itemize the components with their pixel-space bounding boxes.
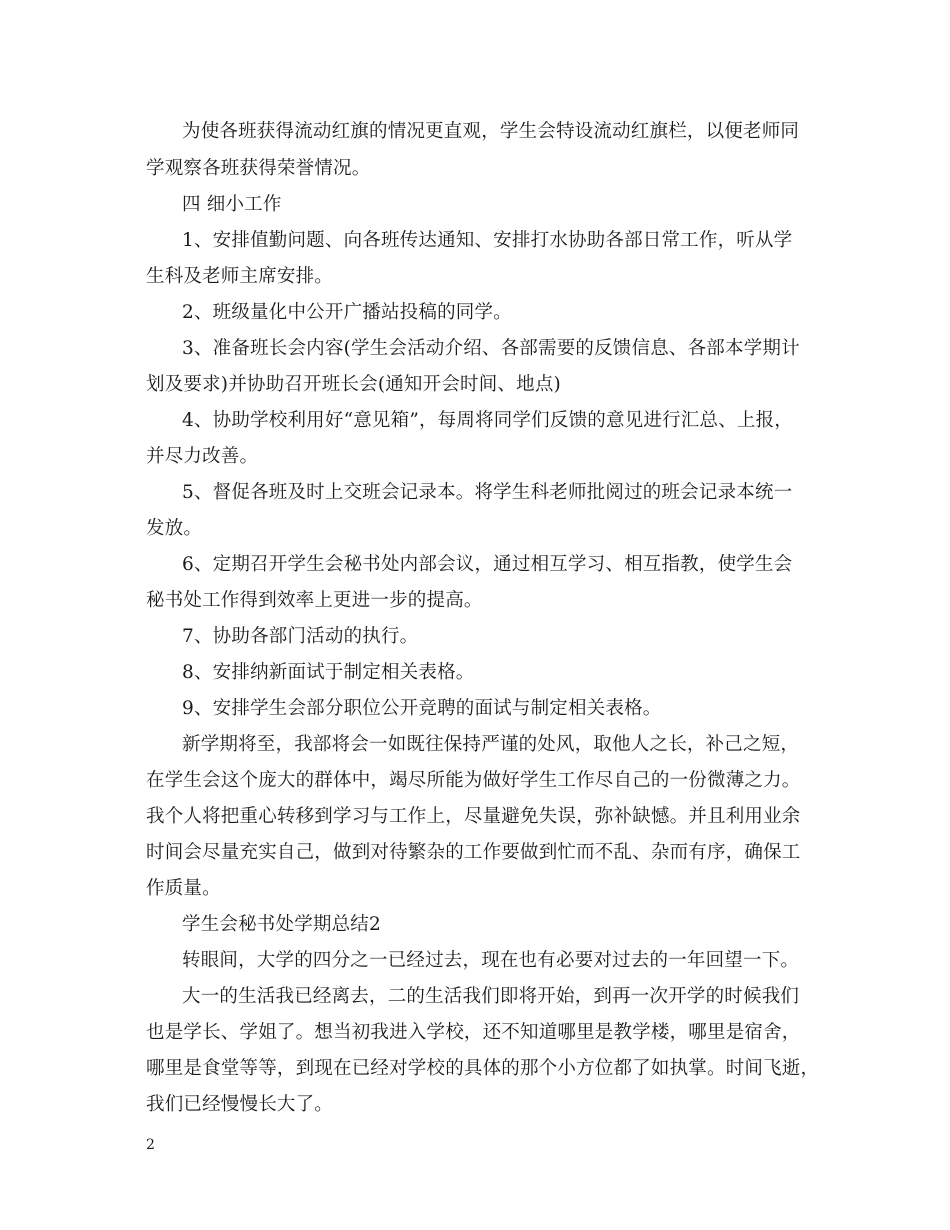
paragraph-line: 1、安排值勤问题、向各班传达通知、安排打水协助各部日常工作，听从学 xyxy=(182,230,793,251)
paragraph-line: 我个人将把重心转移到学习与工作上，尽量避免失误，弥补缺憾。并且利用业余 xyxy=(146,806,801,827)
paragraph-line: 哪里是食堂等等，到现在已经对学校的具体的那个小方位都了如执掌。时间飞逝， xyxy=(146,1058,820,1079)
paragraph-line: 在学生会这个庞大的群体中，竭尽所能为做好学生工作尽自己的一份微薄之力。 xyxy=(146,770,801,791)
paragraph-line: 生科及老师主席安排。 xyxy=(146,266,334,287)
paragraph-line: 新学期将至，我部将会一如既往保持严谨的处风，取他人之长，补己之短， xyxy=(182,734,800,755)
paragraph-line: 学观察各班获得荣誉情况。 xyxy=(146,158,371,179)
paragraph-line: 也是学长、学姐了。想当初我进入学校，还不知道哪里是教学楼，哪里是宿舍， xyxy=(146,1022,801,1043)
section-heading: 四 细小工作 xyxy=(182,194,282,215)
paragraph-line: 9、安排学生会部分职位公开竞聘的面试与制定相关表格。 xyxy=(182,698,662,719)
paragraph-line: 我们已经慢慢长大了。 xyxy=(146,1094,334,1115)
paragraph-line: 秘书处工作得到效率上更进一步的提高。 xyxy=(146,590,483,611)
paragraph-line: 5、督促各班及时上交班会记录本。将学生科老师批阅过的班会记录本统一 xyxy=(182,482,793,503)
paragraph-line: 并尽力改善。 xyxy=(146,446,259,467)
paragraph-line: 3、准备班长会内容(学生会活动介绍、各部需要的反馈信息、各部本学期计 xyxy=(182,338,800,359)
paragraph-line: 为使各班获得流动红旗的情况更直观，学生会特设流动红旗栏，以便老师同 xyxy=(182,121,800,142)
paragraph-line: 转眼间，大学的四分之一已经过去，现在也有必要对过去的一年回望一下。 xyxy=(182,950,800,971)
paragraph-line: 发放。 xyxy=(146,518,203,539)
section-title: 学生会秘书处学期总结2 xyxy=(182,914,381,935)
paragraph-line: 6、定期召开学生会秘书处内部会议，通过相互学习、相互指教，使学生会 xyxy=(182,554,793,575)
paragraph-line: 2、班级量化中公开广播站投稿的同学。 xyxy=(182,302,512,323)
paragraph-line: 划及要求)并协助召开班长会(通知开会时间、地点) xyxy=(146,374,561,395)
page-number: 2 xyxy=(146,1137,155,1153)
paragraph-line: 7、协助各部门活动的执行。 xyxy=(182,626,419,647)
paragraph-line: 8、安排纳新面试于制定相关表格。 xyxy=(182,662,475,683)
paragraph-line: 大一的生活我已经离去，二的生活我们即将开始，到再一次开学的时候我们 xyxy=(182,986,800,1007)
paragraph-line: 作质量。 xyxy=(146,878,221,899)
paragraph-line: 4、协助学校利用好“意见箱”，每周将同学们反馈的意见进行汇总、上报， xyxy=(182,410,793,431)
paragraph-line: 时间会尽量充实自己，做到对待繁杂的工作要做到忙而不乱、杂而有序，确保工 xyxy=(146,842,801,863)
